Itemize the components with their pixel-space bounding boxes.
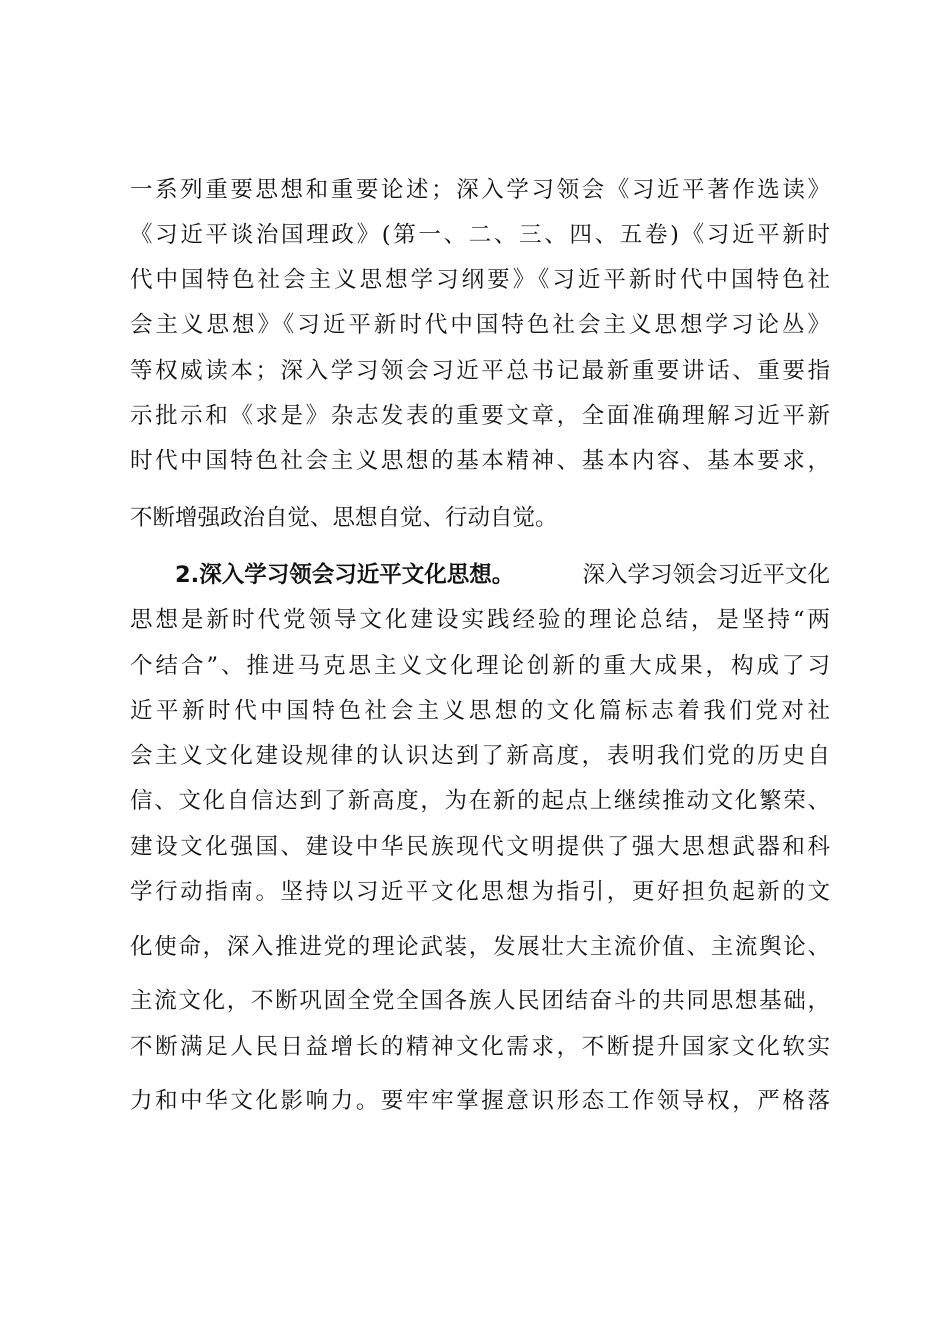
paragraph-line: 化使命，深入推进党的理论武装，发展壮大主流价值、主流舆论、 [130, 934, 830, 960]
paragraph-line: 近平新时代中国特色社会主义思想的文化篇标志着我们党对社 [130, 698, 830, 724]
paragraph-line: 不断增强政治自觉、思想自觉、行动自觉。 [130, 505, 558, 531]
paragraph-line: 代中国特色社会主义思想学习纲要》《习近平新时代中国特色社 [130, 267, 830, 293]
paragraph-first-line [175, 560, 830, 590]
paragraph-line: 时代中国特色社会主义思想的基本精神、基本内容、基本要求， [130, 448, 830, 474]
paragraph-line: 信、文化自信达到了新高度，为在新的起点上继续推动文化繁荣、 [130, 788, 830, 814]
paragraph-line: 建设文化强国、建设中华民族现代文明提供了强大思想武器和科 [130, 834, 830, 860]
paragraph-line: 思想是新时代党领导文化建设实践经验的理论总结，是坚持“两 [130, 607, 830, 633]
paragraph-line: 主流文化，不断巩固全党全国各族人民团结奋斗的共同思想基础， [130, 988, 830, 1014]
paragraph-line: 一系列重要思想和重要论述；深入学习领会《习近平著作选读》 [130, 177, 830, 203]
paragraph-line: 不断满足人民日益增长的精神文化需求，不断提升国家文化软实 [130, 1034, 830, 1060]
paragraph-line: 会主义思想》《习近平新时代中国特色社会主义思想学习论丛》 [130, 312, 830, 338]
paragraph-line: 力和中华文化影响力。要牢牢掌握意识形态工作领导权，严格落 [130, 1088, 830, 1114]
paragraph-line: 《习近平谈治国理政》(第一、二、三、四、五卷)《习近平新时 [130, 222, 830, 248]
paragraph-line: 学行动指南。坚持以习近平文化思想为指引，更好担负起新的文 [130, 879, 830, 905]
paragraph-line-rest: 深入学习领会习近平文化 [582, 562, 830, 588]
paragraph-line: 等权威读本；深入学习领会习近平总书记最新重要讲话、重要指 [130, 358, 830, 384]
paragraph-line: 会主义文化建设规律的认识达到了新高度，表明我们党的历史自 [130, 743, 830, 769]
paragraph-line: 个结合”、推进马克思主义文化理论创新的重大成果，构成了习 [130, 653, 830, 679]
section-heading: 2.深入学习领会习近平文化思想。 [175, 562, 515, 588]
paragraph-line: 示批示和《求是》杂志发表的重要文章，全面准确理解习近平新 [130, 403, 830, 429]
